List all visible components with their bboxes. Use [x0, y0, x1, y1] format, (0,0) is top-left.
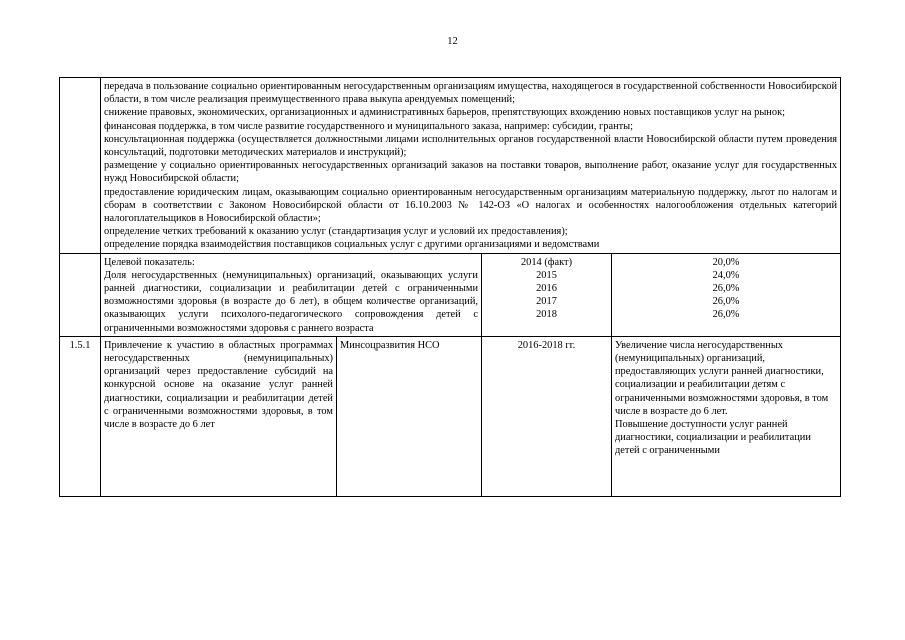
activity-row: [60, 336, 841, 496]
target-value: 26,0%: [712, 283, 740, 295]
target-value: 20,0%: [712, 256, 740, 268]
measure-item: консультационная поддержка (осуществляется должностными лицами исполнительных органов государственной власти Новосибирской области путем проведения консультаций, подготовки методических материалов и инструкций);: [104, 133, 838, 159]
measure-item: финансовая поддержка, в том числе развитие государственного и муниципального заказа, например: субсидии, гранты;: [104, 120, 634, 132]
measures-row: [60, 78, 841, 254]
period: 2016-2018 гг.: [482, 336, 612, 496]
empty-number-cell: [60, 253, 101, 336]
measure-item: размещение у социально ориентированных негосударственных организаций заказов на поставки товаров, выполнение работ, оказание услуг для государственных нужд Новосибирской области;: [104, 160, 838, 185]
target-title: Целевой показатель:: [104, 256, 195, 268]
target-values-cell: [612, 253, 841, 336]
measure-item: определение четких требований к оказанию услуг (стандартизация услуг и условий их предоставления);: [104, 226, 568, 238]
item-number: 1.5.1: [60, 336, 101, 496]
target-year: 2015: [536, 269, 557, 281]
expected-result: Увеличение числа негосударственных (немуниципальных) организаций, предоставляющих услуги ранней диагностики, социализации и реабилитации детям с ограниченными возможностями здоровья, в том числе в возрасте до 6 лет.: [615, 339, 829, 417]
target-description: Доля негосударственных (немуниципальных) организаций, оказывающих услуги ранней диагностики, социализации и реабилитации детей с ограниченными возможностями здоровья (в возрасте до 6 лет), в общем количестве организаций, оказывающих услуги психолого-педагогического сопровождения детей с ограниченными возможностями здоровья с раннего возраста: [104, 269, 478, 334]
measures-list: [101, 78, 841, 254]
target-indicator-row: [60, 253, 841, 336]
executor: Минсоцразвития НСО: [337, 336, 482, 496]
measure-item: предоставление юридическим лицам, оказывающим социально ориентированным негосударственным организациям материальную поддержку, льгот по налогам и сборам в соответствии с Законом Новосибирской области от 16.10.2003 № 142-ОЗ «О налогах и особенностях налогообложения отдельных категорий налогоплательщиков в Новосибирской области»;: [104, 186, 838, 225]
measure-item: определение порядка взаимодействия поставщиков социальных услуг с другими организациями и ведомствами: [104, 239, 600, 251]
expected-result-cell: [612, 336, 841, 496]
expected-result: Повышение доступности услуг ранней диагностики, социализации и реабилитации детей с ограниченными: [615, 419, 811, 457]
target-year: 2018: [536, 309, 557, 321]
target-years-cell: [482, 253, 612, 336]
measures-table: [59, 77, 841, 497]
measure-item: снижение правовых, экономических, организационных и административных барьеров, препятствующих вхождению новых поставщиков услуг на рынок;: [104, 107, 786, 119]
target-description-cell: [101, 253, 482, 336]
target-year: 2014 (факт): [520, 256, 573, 268]
activity-description: Привлечение к участию в областных программах негосударственных (немуниципальных) организаций через предоставление субсидий на конкурсной основе на оказание услуг ранней диагностики, социализации и реабилитации детей с ограниченными возможностями здоровья, в том числе в возрасте до 6 лет: [101, 336, 337, 496]
measure-item: передача в пользование социально ориентированным негосударственным организациям имущества, находящегося в государственной собственности Новосибирской области, в том числе реализация преимущественного права выкупа арендуемых помещений;: [104, 81, 838, 106]
empty-number-cell: [60, 78, 101, 254]
target-year: 2016: [536, 283, 557, 295]
target-value: 26,0%: [712, 309, 740, 321]
page-number: 12: [447, 36, 458, 47]
target-value: 24,0%: [712, 269, 740, 281]
target-year: 2017: [536, 296, 557, 308]
target-value: 26,0%: [712, 296, 740, 308]
